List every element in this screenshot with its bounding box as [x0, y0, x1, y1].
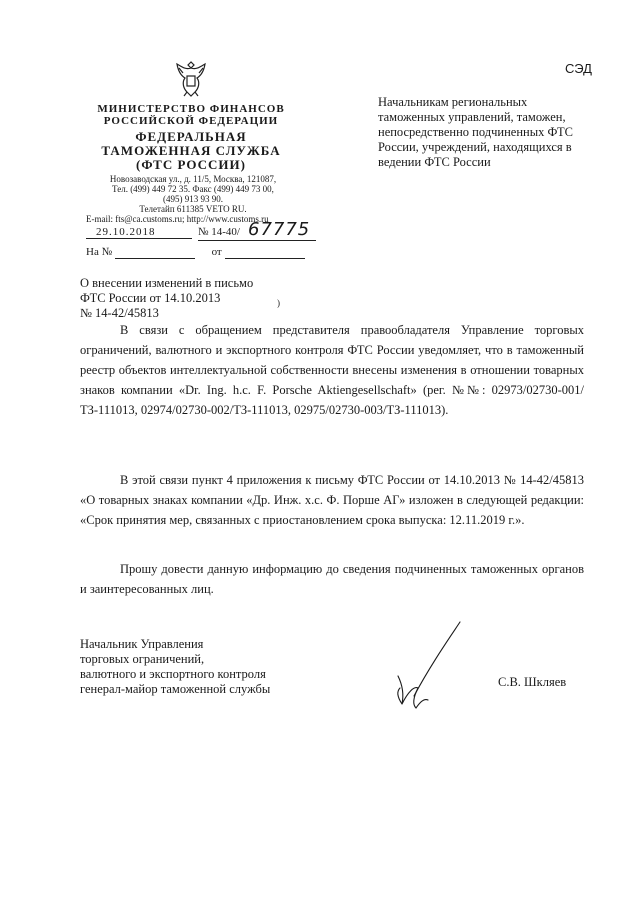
subject-line: ФТС России от 14.10.2013	[80, 291, 221, 305]
ministry-name	[90, 103, 292, 127]
reference-from-blank	[225, 246, 305, 259]
signatory-name: С.В. Шкляев	[498, 675, 567, 689]
body-paragraph-1: В связи с обращением представителя правообладателя Управление торговых ограничений, валютного и экспортного контроля ФТС России уведомляет, что в таможенный реестр объектов интеллектуальной собственности внесены изменения в отношении товарных знаков компании «Dr. Ing. h.c. F. Porsche Aktiengesellschaft» (рег. №№: 02973/02730-001/ТЗ-111013, 02974/02730-002/ТЗ-111013, 02975/02730-003/ТЗ-111013).	[80, 323, 584, 417]
handwritten-signature	[378, 618, 478, 718]
phones-extra: (495) 913 93 90.	[163, 194, 223, 204]
signatory-title	[80, 637, 340, 697]
teletype: Телетайп 611385 VETO RU.	[139, 204, 247, 214]
subject-line: О внесении изменений в письмо	[80, 276, 254, 290]
service-name	[90, 130, 292, 172]
contact-block	[78, 174, 308, 224]
signatory-title-line: Начальник Управления	[80, 637, 204, 651]
subject-line: № 14-42/45813	[80, 306, 159, 320]
subject-block	[80, 276, 300, 321]
signatory-title-line: генерал-майор таможенной службы	[80, 682, 271, 696]
number-underline	[198, 240, 316, 241]
registration-number-prefix: № 14-40/	[198, 226, 240, 238]
address: Новозаводская ул., д. 11/5, Москва, 121087,	[109, 174, 277, 184]
service-line: (ФТС РОССИИ)	[136, 157, 246, 172]
ministry-line: МИНИСТЕРСТВО ФИНАНСОВ	[97, 103, 285, 115]
signatory-title-line: валютного и экспортного контроля	[80, 667, 266, 681]
recipient-block: Начальникам региональных таможенных управлений, таможен, непосредственно подчиненных ФТС России, учреждений, находящихся в ведении ФТС России	[378, 95, 574, 169]
sed-mark: СЭД	[565, 61, 592, 76]
reference-blank	[115, 246, 195, 259]
registration-date: 29.10.2018	[86, 226, 192, 239]
body-paragraph-2: В этой связи пункт 4 приложения к письму ФТС России от 14.10.2013 № 14-42/45813 «О товарных знаках компании «Др. Инж. х.с. Ф. Порше АГ» изложен в следующей редакции: «Срок принятия мер, связанных с приостановлением срока выпуска: 12.11.2019 г.».	[80, 473, 584, 527]
service-line: ФЕДЕРАЛЬНАЯ	[135, 129, 247, 144]
reference-from-label: от	[211, 246, 222, 258]
reference-label: На №	[86, 246, 113, 258]
phones: Тел. (499) 449 72 35. Факс (499) 449 73 00,	[112, 184, 274, 194]
email-link[interactable]: E-mail: fts@ca.customs.ru; http://www.customs.ru	[86, 214, 269, 224]
body-paragraph-3: Прошу довести данную информацию до сведения подчиненных таможенных органов и заинтересованных лиц.	[80, 562, 584, 596]
mark-tick: )	[277, 298, 280, 308]
reference-field	[86, 246, 305, 259]
emblem-icon	[168, 56, 214, 102]
registration-number-field	[198, 226, 240, 238]
registration-number-handwritten: 67775	[248, 219, 311, 240]
ministry-line: РОССИЙСКОЙ ФЕДЕРАЦИИ	[103, 115, 279, 127]
signatory-title-line: торговых ограничений,	[80, 652, 205, 666]
registration-date-field	[86, 226, 192, 239]
service-line: ТАМОЖЕННАЯ СЛУЖБА	[101, 143, 281, 158]
